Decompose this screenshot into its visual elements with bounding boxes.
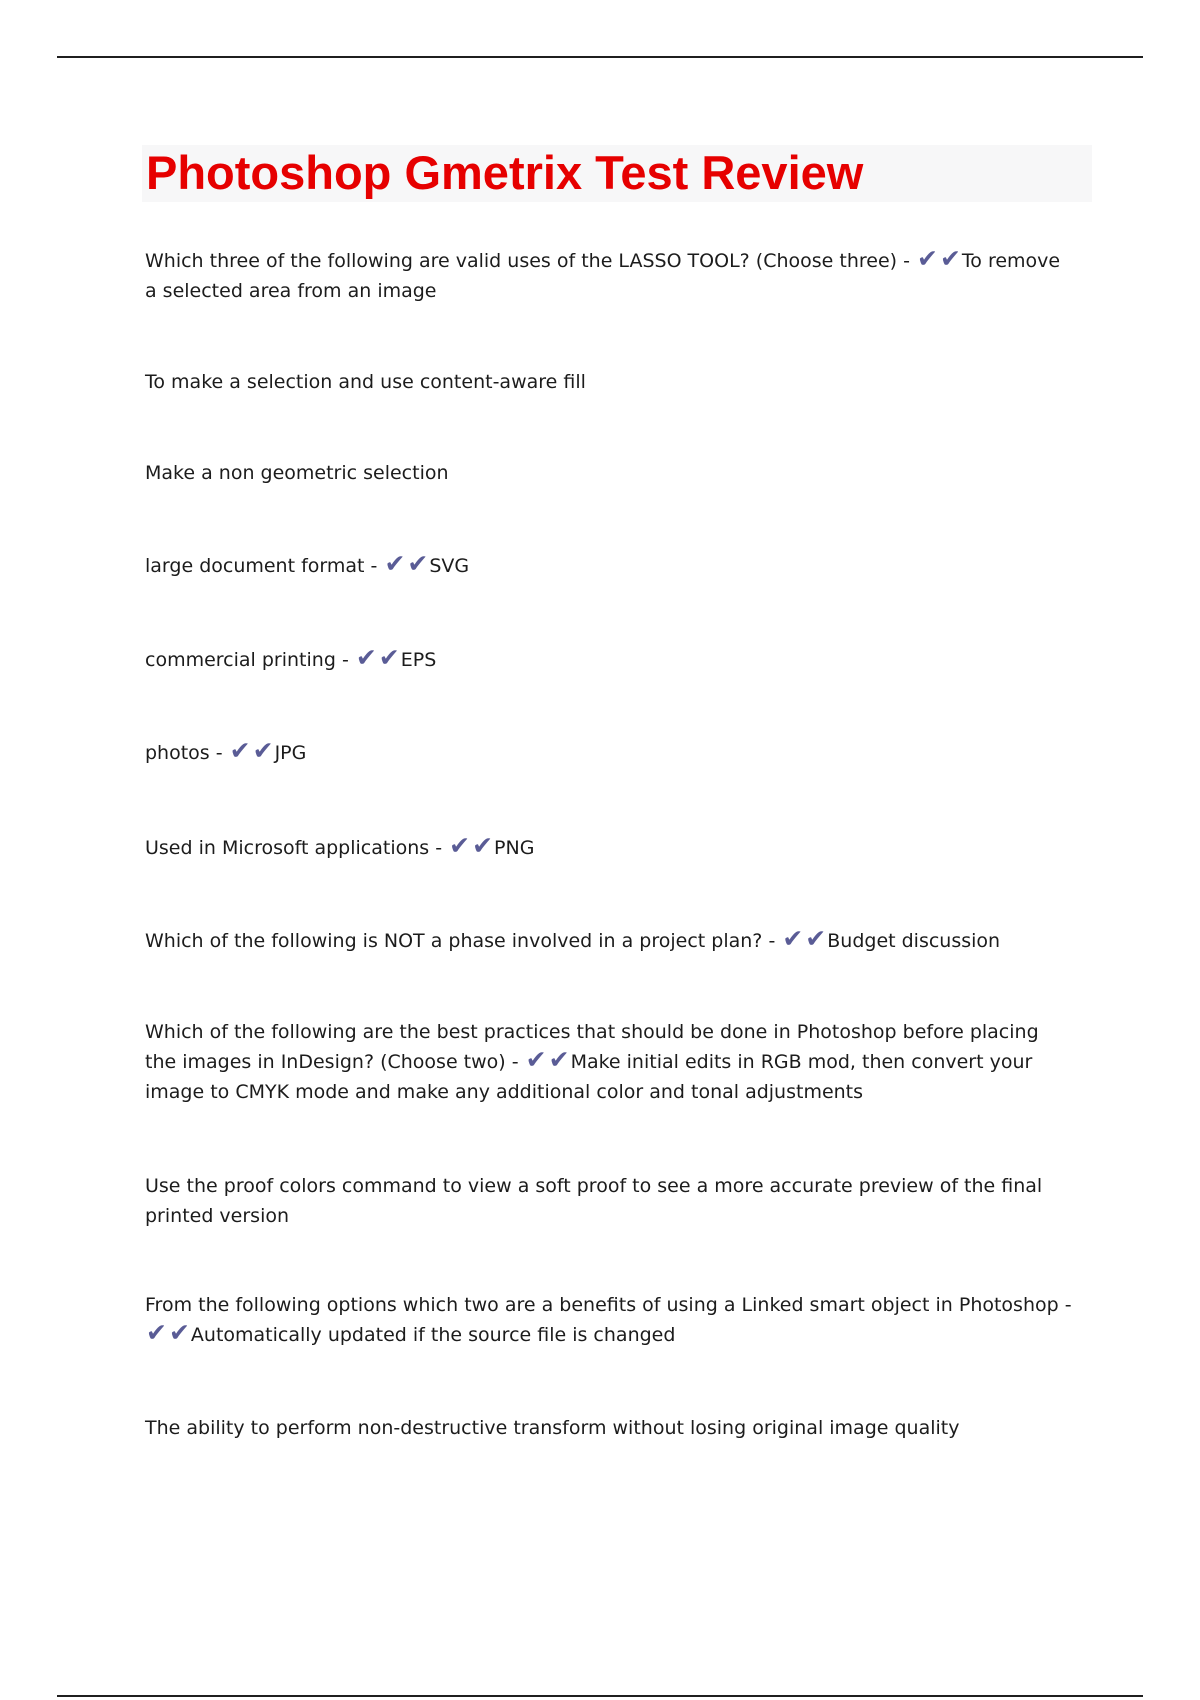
question-text: Which three of the following are valid uses of the LASSO TOOL? (Choose three) <box>145 250 898 272</box>
qa-entry-6 <box>145 738 1075 768</box>
answer-text: SVG <box>429 555 470 577</box>
check-icon: ✔ <box>229 736 251 765</box>
question-text: Which of the following is NOT a phase involved in a project plan? <box>145 930 763 952</box>
answer-text: Use the proof colors command to view a soft proof to see a more accurate preview of the final printed version <box>145 1175 1043 1227</box>
answer-text: JPG <box>274 742 307 764</box>
check-icon: ✔ <box>472 831 494 860</box>
document-title: Photoshop Gmetrix Test Review <box>146 146 864 199</box>
answer-text: EPS <box>400 649 437 671</box>
question-text: Used in Microsoft applications <box>145 837 430 859</box>
check-icon: ✔ <box>355 643 377 672</box>
answer-entry-12 <box>145 1413 1075 1443</box>
question-text: From the following options which two are a benefits of using a Linked smart object in Photoshop <box>145 1294 1059 1316</box>
qa-entry-7 <box>145 833 1075 863</box>
separator: - <box>370 555 378 577</box>
answer-text: To remove a selected area from an image <box>145 250 1061 302</box>
check-icon: ✔ <box>805 924 827 953</box>
question-text: Which of the following are the best practices that should be done in Photoshop before placing the images in InDesign? (Choose two) <box>145 1021 1039 1073</box>
bottom-divider <box>57 1695 1143 1697</box>
check-icon: ✔ <box>917 244 938 273</box>
separator: - <box>903 250 910 272</box>
answer-text: Automatically updated if the source file is changed <box>190 1324 676 1346</box>
answer-entry-2 <box>145 367 1075 397</box>
top-divider <box>57 56 1143 58</box>
qa-entry-4 <box>145 551 1075 581</box>
question-text: photos <box>145 742 210 764</box>
question-text: large document format <box>145 555 365 577</box>
check-icon: ✔ <box>168 1318 190 1347</box>
check-icon: ✔ <box>146 1318 167 1347</box>
check-icon: ✔ <box>525 1045 547 1074</box>
qa-entry-9 <box>145 1017 1075 1107</box>
separator: - <box>435 837 443 859</box>
answer-text: Make a non geometric selection <box>145 462 449 484</box>
answer-text: Budget discussion <box>827 930 1001 952</box>
check-icon: ✔ <box>449 831 471 860</box>
check-icon: ✔ <box>548 1045 570 1074</box>
answer-text: Make initial edits in RGB mod, then convert your image to CMYK mode and make any additional color and tonal adjustments <box>145 1051 1033 1103</box>
qa-entry-8 <box>145 926 1075 956</box>
qa-entry-5 <box>145 645 1075 675</box>
check-icon: ✔ <box>378 643 400 672</box>
check-icon: ✔ <box>407 549 429 578</box>
separator: - <box>1064 1294 1072 1316</box>
answer-text: To make a selection and use content-aware fill <box>145 371 586 393</box>
answer-entry-3 <box>145 458 1075 488</box>
check-icon: ✔ <box>384 549 406 578</box>
qa-entry-1 <box>145 246 1075 306</box>
separator: - <box>511 1051 519 1073</box>
separator: - <box>341 649 349 671</box>
check-icon: ✔ <box>939 244 961 273</box>
check-icon: ✔ <box>252 736 274 765</box>
answer-entry-10 <box>145 1171 1075 1231</box>
separator: - <box>215 742 223 764</box>
separator: - <box>768 930 776 952</box>
check-icon: ✔ <box>782 924 804 953</box>
qa-entry-11 <box>145 1290 1075 1350</box>
question-text: commercial printing <box>145 649 336 671</box>
answer-text: The ability to perform non-destructive transform without losing original image quality <box>145 1417 960 1439</box>
answer-text: PNG <box>494 837 535 859</box>
